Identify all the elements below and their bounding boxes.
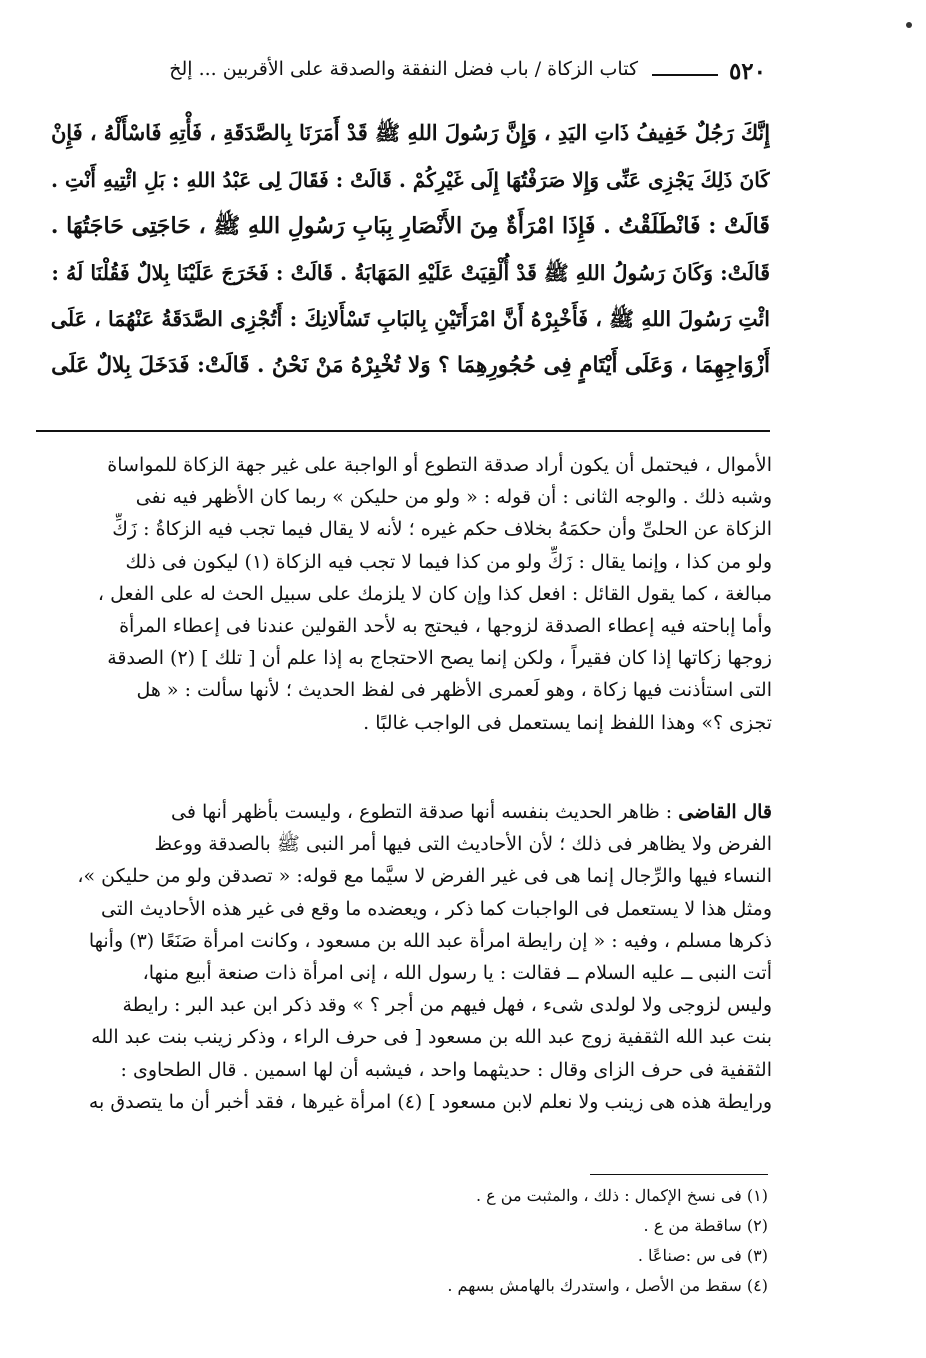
hadith-line: أَزْوَاجِهِمَا ، وَعَلَى أَيْتَامٍ فِى حُجُورِهِمَا ؟ وَلا تُخْبِرْهُ مَنْ نَحْنُ . قَالَتْ: فَدَخَلَ بِلالٌ عَلَى <box>51 352 770 378</box>
section-divider <box>36 430 770 432</box>
hadith-line: إِنَّكَ رَجُلٌ خَفِيفُ ذَاتِ اليَدِ ، وَإِنَّ رَسُولَ اللهِ ﷺ قَدْ أَمَرَنَا بِالصَّدَقَةِ ، فَأْتِهِ فَاسْأَلْهُ ، فَإِنْ <box>50 120 770 145</box>
commentary-paragraph-1 <box>36 449 772 739</box>
hadith-line: قَالَتْ : فَانْطَلَقْتُ . فَإِذَا امْرَأَةٌ مِنَ الأَنْصَارِ بِبَابِ رَسُولِ اللهِ ﷺ ، حَاجَتِى حَاجَتُهَا . <box>50 213 770 239</box>
commentary-line: الثقفية فى حرف الزاى وقال : حديثهما واحد ، فيشبه أن لها اسمين . قال الطحاوى : <box>120 1058 772 1081</box>
commentary-line: مبالغة ، كما يقول القائل : افعل كذا وإن كان لا يلزمك على سبيل الحث له على الفعل ، <box>97 582 772 605</box>
scan-speck <box>906 22 912 28</box>
commentary-line: الأموال ، فيحتمل أن يكون أراد صدقة التطوع أو الواجبة على غير جهة الزكاة للمواساة <box>107 454 772 476</box>
commentary-line: النساء فيها والرِّجال إنما هى فى غير الفرض لا سيَّما مع قوله: « تصدقن ولو من حليكن »، <box>77 865 772 888</box>
footnote: (٢) ساقطة من ع . <box>643 1216 768 1235</box>
footnote: (٣) فى س :صناعًا . <box>637 1246 768 1265</box>
footnote-rule <box>590 1174 768 1175</box>
commentary-paragraph-2 <box>36 796 772 1118</box>
commentary-line: ولو من كذا ، وإنما يقال : زَكِّ ولو من كذا فيما لا تجب فيه الزكاة (١) ليكون فى ذلك <box>125 550 772 573</box>
commentary-line: التى استأذنت فيها زكاة ، وهو لَعمرى الأظهر فى لفظ الحديث ؛ لأنها سألت : « هل <box>136 679 772 702</box>
commentary-line: زوجها زكاتها إذا كان فقيراً ، ولكن إنما يصح الاحتجاج به إذا علم أن [ تلك ] (٢) الصدقة <box>107 647 772 670</box>
commentary-line: ذكرها مسلم ، وفيه : « إن رايطة امرأة عبد الله بن مسعود ، وكانت امرأة صَنَعًا (٣) وأنها <box>88 929 772 952</box>
page-header <box>40 58 766 98</box>
commentary-line: بنت عبد الله الثقفية زوج عبد الله بن مسعود [ فى حرف الراء ، وذكر زينب بنت عبد الله <box>91 1026 772 1049</box>
running-title: كتاب الزكاة / باب فضل النفقة والصدقة على الأقربين ... إلخ <box>169 58 638 80</box>
footnote: (٤) سقط من الأصل ، واستدرك بالهامش بسهم . <box>447 1276 768 1295</box>
speaker-label: قال القاضى <box>678 801 772 823</box>
hadith-line: قَالَتْ: وَكَانَ رَسُولُ اللهِ ﷺ قَدْ أُلْقِيَتْ عَلَيْهِ المَهَابَةُ . قَالَتْ : فَخَرَجَ عَلَيْنَا بِلالٌ فَقُلْنَا لَهُ : <box>51 260 770 285</box>
commentary-line <box>36 796 772 828</box>
commentary-line: الزكاة عن الحلىِّ وأن حكمَهُ بخلاف حكم غيره ؛ لأنه لا يقال فيما تجب فيه الزكاةُ : زَكِّ <box>112 518 772 541</box>
commentary-line: وأما إباحته فيه إعطاء الصدقة لزوجها ، فيحتج به لأحد القولين عندنا فى إعطاء المرأة <box>119 614 772 637</box>
hadith-line: كَانَ ذَلِكَ يَجْزِى عَنِّى وَإِلا صَرَفْتُهَا إِلَى غَيْرِكُمْ . قَالَتْ : فَقَالَ لِى عَبْدُ اللهِ : بَلِ ائْتِيهِ أَنْتِ . <box>51 167 770 192</box>
hadith-line: ائْتِ رَسُولَ اللهِ ﷺ ، فَأَخْبِرْهُ أَنَّ امْرَأَتَيْنِ بِالبَابِ تَسْأَلانِكَ : أَتُجْزِى الصَّدَقَةُ عَنْهُمَا ، عَلَى <box>50 307 770 331</box>
commentary-line: وشبه ذلك . والوجه الثانى : أن قوله : « ولو من حليكن » ربما كان الأظهر فيه نفى <box>135 486 772 509</box>
commentary-line: تجزى ؟» وهذا اللفظ إنما يستعمل فى الواجب غالبًا . <box>363 711 772 734</box>
commentary-line: ومثل هذا لا يستعمل فى الواجبات كما ذكر ، ويعضده ما وقع فى غير هذه الأحاديث التى <box>101 897 772 920</box>
commentary-line: ورايطة هذه هى زينب ولا نعلم لابن مسعود ] (٤) امرأة غيرها ، فقد أخبر أن ما يتصدق به <box>88 1090 772 1113</box>
commentary-line: أتت النبى ــ عليه السلام ــ فقالت : يا رسول الله ، إنى امرأة ذات صنعة أبيع منها، <box>142 961 772 984</box>
commentary-line-text: : ظاهر الحديث بنفسه أنها صدقة التطوع ، وليست بأظهر أنها فى <box>171 801 673 823</box>
hadith-text <box>36 110 770 389</box>
commentary-line: الفرض ولا يظاهر فى ذلك ؛ لأن الأحاديث التى فيها أمر النبى ﷺ بالصدقة ووعظ <box>154 833 772 856</box>
commentary-line: وليس لزوجى ولا لولدى شىء ، فهل فيهم من أجر ؟ » وقد ذكر ابن عبد البر : رايطة <box>122 994 772 1017</box>
page-number: ٥٢٠ <box>728 58 766 85</box>
footnote: (١) فى نسخ الإكمال : ذلك ، والمثبت من ع . <box>475 1186 768 1205</box>
header-rule <box>652 74 718 76</box>
footnotes <box>168 1181 768 1301</box>
